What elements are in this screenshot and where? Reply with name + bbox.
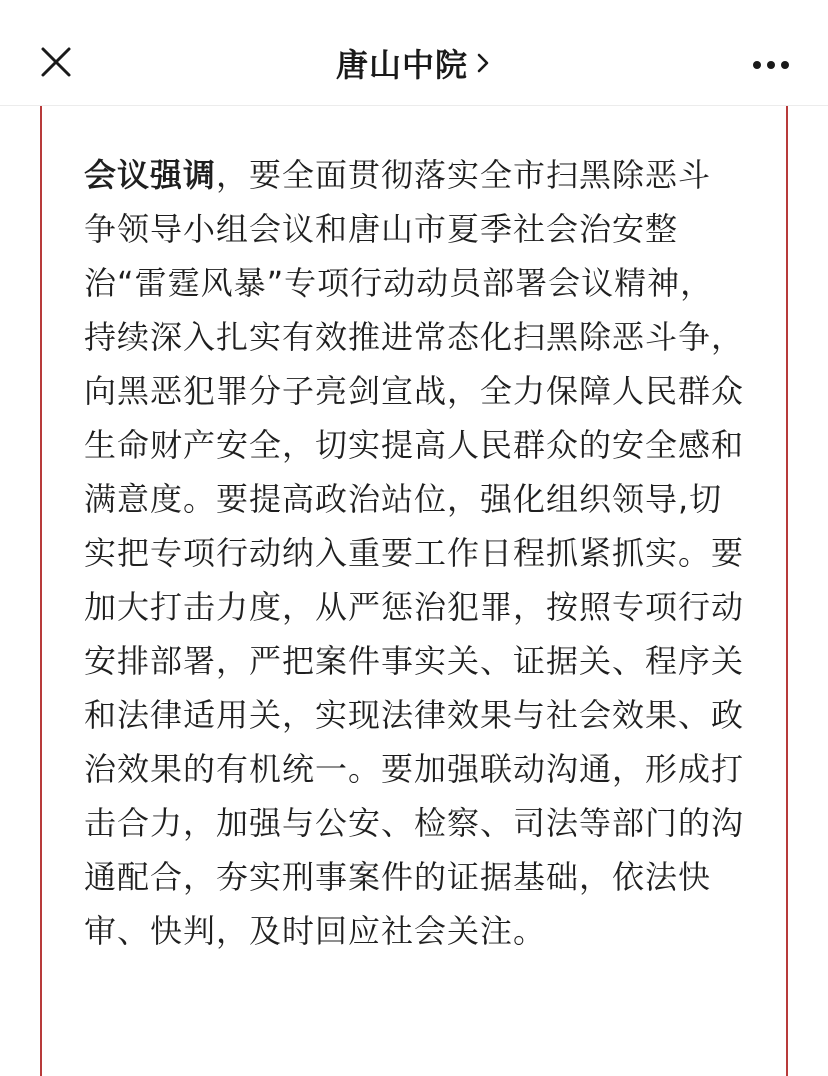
chevron-right-icon [474, 50, 492, 76]
article-paragraph [84, 148, 744, 958]
account-title-link[interactable] [336, 40, 492, 86]
page-title: 唐山中院 [335, 46, 468, 84]
close-button[interactable] [34, 40, 78, 84]
article-body-text: ，要全面贯彻落实全市扫黑除恶斗争领导小组会议和唐山市夏季社会治安整治“雷霆风暴”专项行动动员部署会议精神，持续深入扎实有效推进常态化扫黑除恶斗争，向黑恶犯罪分子亮剑宣战，全力保障人民群众生命财产安全，切实提高人民群众的安全感和满意度。要提高政治站位，强化组织领导,切实把专项行动纳入重要工作日程抓紧抓实。要加大打击力度，从严惩治犯罪，按照专项行动安排部署，严把案件事实关、证据关、程序关和法律适用关，实现法律效果与社会效果、政治效果的有机统一。要加强联动沟通，形成打击合力，加强与公安、检察、司法等部门的沟通配合，夯实刑事案件的证据基础，依法快审、快判，及时回应社会关注。 [84, 156, 745, 950]
more-options-button[interactable] [746, 44, 796, 84]
more-dots-icon [746, 44, 796, 84]
title-area [0, 40, 828, 86]
close-icon [34, 40, 78, 84]
top-navigation-bar [0, 0, 828, 106]
article-lead-text: 会议强调 [84, 156, 217, 194]
